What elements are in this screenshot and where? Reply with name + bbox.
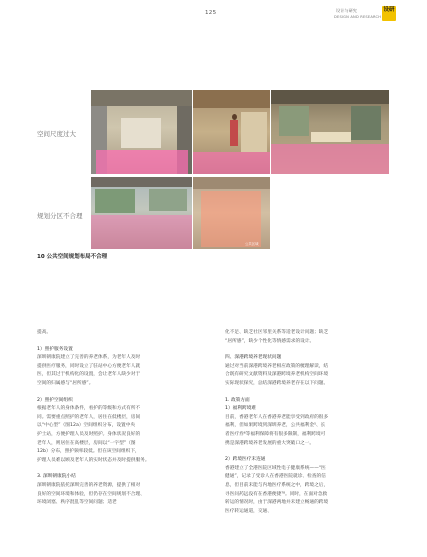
- section-heading: 1）福利跨境难: [225, 406, 257, 412]
- body-line: 实际现状探究，总结深港跨境养老存在以下问题。: [225, 380, 329, 386]
- journal-logo-text: 设研: [383, 7, 395, 13]
- journal-title-cn: 设计与研究: [336, 8, 357, 13]
- body-line: 息，但目前未能与内地医疗系统之中，跨境之后，: [225, 482, 329, 488]
- body-line: 护理人员难以顾及老年人的实时状态并及时提供服务。: [37, 457, 150, 463]
- body-line: 合既有研究文献资料及深港跨境养老机构空间环境: [225, 372, 329, 378]
- page-number: 125: [205, 10, 217, 16]
- row-label-oversized: 空间尺度过大: [37, 130, 76, 138]
- photo-tag: 公共区域: [245, 242, 259, 246]
- body-line: 良好的空间环境和体验，但仍存在空间规划不合理、: [37, 491, 145, 497]
- photo-activity-room: [271, 90, 389, 174]
- section-heading: 1. 政策方面: [225, 397, 250, 403]
- body-line: 提供医疗服务，同时设立了驻站中心方便老年人就: [37, 363, 141, 369]
- section-heading: 1）照护服务设置: [37, 346, 73, 352]
- paragraph-gap: [37, 389, 212, 397]
- body-line: 环境闭塞、秩序混乱等空间问题；适老: [37, 500, 117, 506]
- section-heading: 四、深港跨境养老现状问题: [225, 355, 282, 361]
- paragraph-gap: [225, 346, 400, 354]
- body-line: 老年人，则居住在高楼层，房间以“一字型”（图: [37, 440, 136, 446]
- body-line: 以“中心型”（图12a）空间组织分布，设置中央: [37, 423, 136, 429]
- body-line: 提高。: [37, 330, 52, 335]
- body-line: “居所感”，缺少个性化等情感需求的设计。: [225, 338, 315, 344]
- body-line: 香港建立了全港医院区域性电子健康系统——“医: [225, 465, 326, 471]
- body-line: 寻医问药远没有在香港便捷⁷⁸。同时，在面对急救: [225, 491, 328, 497]
- body-line: 护士站，方便护理人员及时照护。身体状况良好的: [37, 431, 141, 437]
- body-line: 根据老年人的身体条件，看护的等级和方式有所不: [37, 406, 141, 412]
- journal-logo: [382, 6, 396, 21]
- paragraph-gap: [225, 448, 400, 456]
- figure-caption: 10 公共空间规划布局不合理: [37, 254, 108, 260]
- body-line: 化不足、缺乏社区邻里关系等适老设计问题；缺乏: [225, 330, 329, 335]
- paragraph-gap: [37, 338, 212, 346]
- right-column: [225, 329, 400, 516]
- body-line: 医疗转运通道，交通、: [225, 508, 272, 514]
- section-heading: 2）跨境医疗未连通: [225, 457, 266, 463]
- body-line: 空间的归属感与“居所感”。: [37, 380, 94, 386]
- section-heading: 2）照护空间组织: [37, 397, 73, 403]
- photo-corridor: [91, 90, 192, 174]
- body-line: 健通”，记录了受诊人在香港医院就诊、检查的信: [225, 474, 326, 480]
- body-line: 目前，香港老年人在香港养老能享受到政府的很多: [225, 414, 329, 420]
- body-line: 深圳朝康院建立了完善的养老体系，为老年人及时: [37, 355, 141, 361]
- body-line: 转运的情况时，由于深港两地并未建立畅通的跨境: [225, 500, 329, 506]
- row-label-zoning: 规划分区不合理: [37, 212, 83, 220]
- body-line: 深圳朝康院依托深圳完善的养老资源，提供了相对: [37, 482, 141, 488]
- body-line: 同。需要重点照护的老年人，居住在低楼层，房间: [37, 414, 141, 420]
- journal-title-en: DESIGN AND RESEARCH: [334, 15, 382, 19]
- paragraph-gap: [225, 389, 400, 397]
- body-line: 者医疗券⁶等福利保障将有很多限制，福利跨境可: [225, 431, 326, 437]
- body-line: 医，但其过于机构化的设置，会让老年人缺少对于: [37, 372, 141, 378]
- section-heading: 3. 深圳朝康院小结: [37, 474, 76, 480]
- body-line: 12b）分布，照护频率较低。但在该空间组织下，: [37, 449, 140, 455]
- photo-covered-walkway: [91, 177, 192, 249]
- photo-lobby: [193, 90, 270, 174]
- body-line: 福利，但如果跨境到深圳养老，公共福利金⁵、长: [225, 423, 326, 429]
- paragraph-gap: [37, 465, 212, 473]
- left-column: [37, 329, 212, 508]
- body-line: 通过对当前深港跨境养老相应政策的梳理解读，结: [225, 363, 329, 369]
- photo-dining-area: [193, 177, 270, 249]
- body-line: 携是深港跨境养老发展的重大突破口之一。: [225, 440, 315, 446]
